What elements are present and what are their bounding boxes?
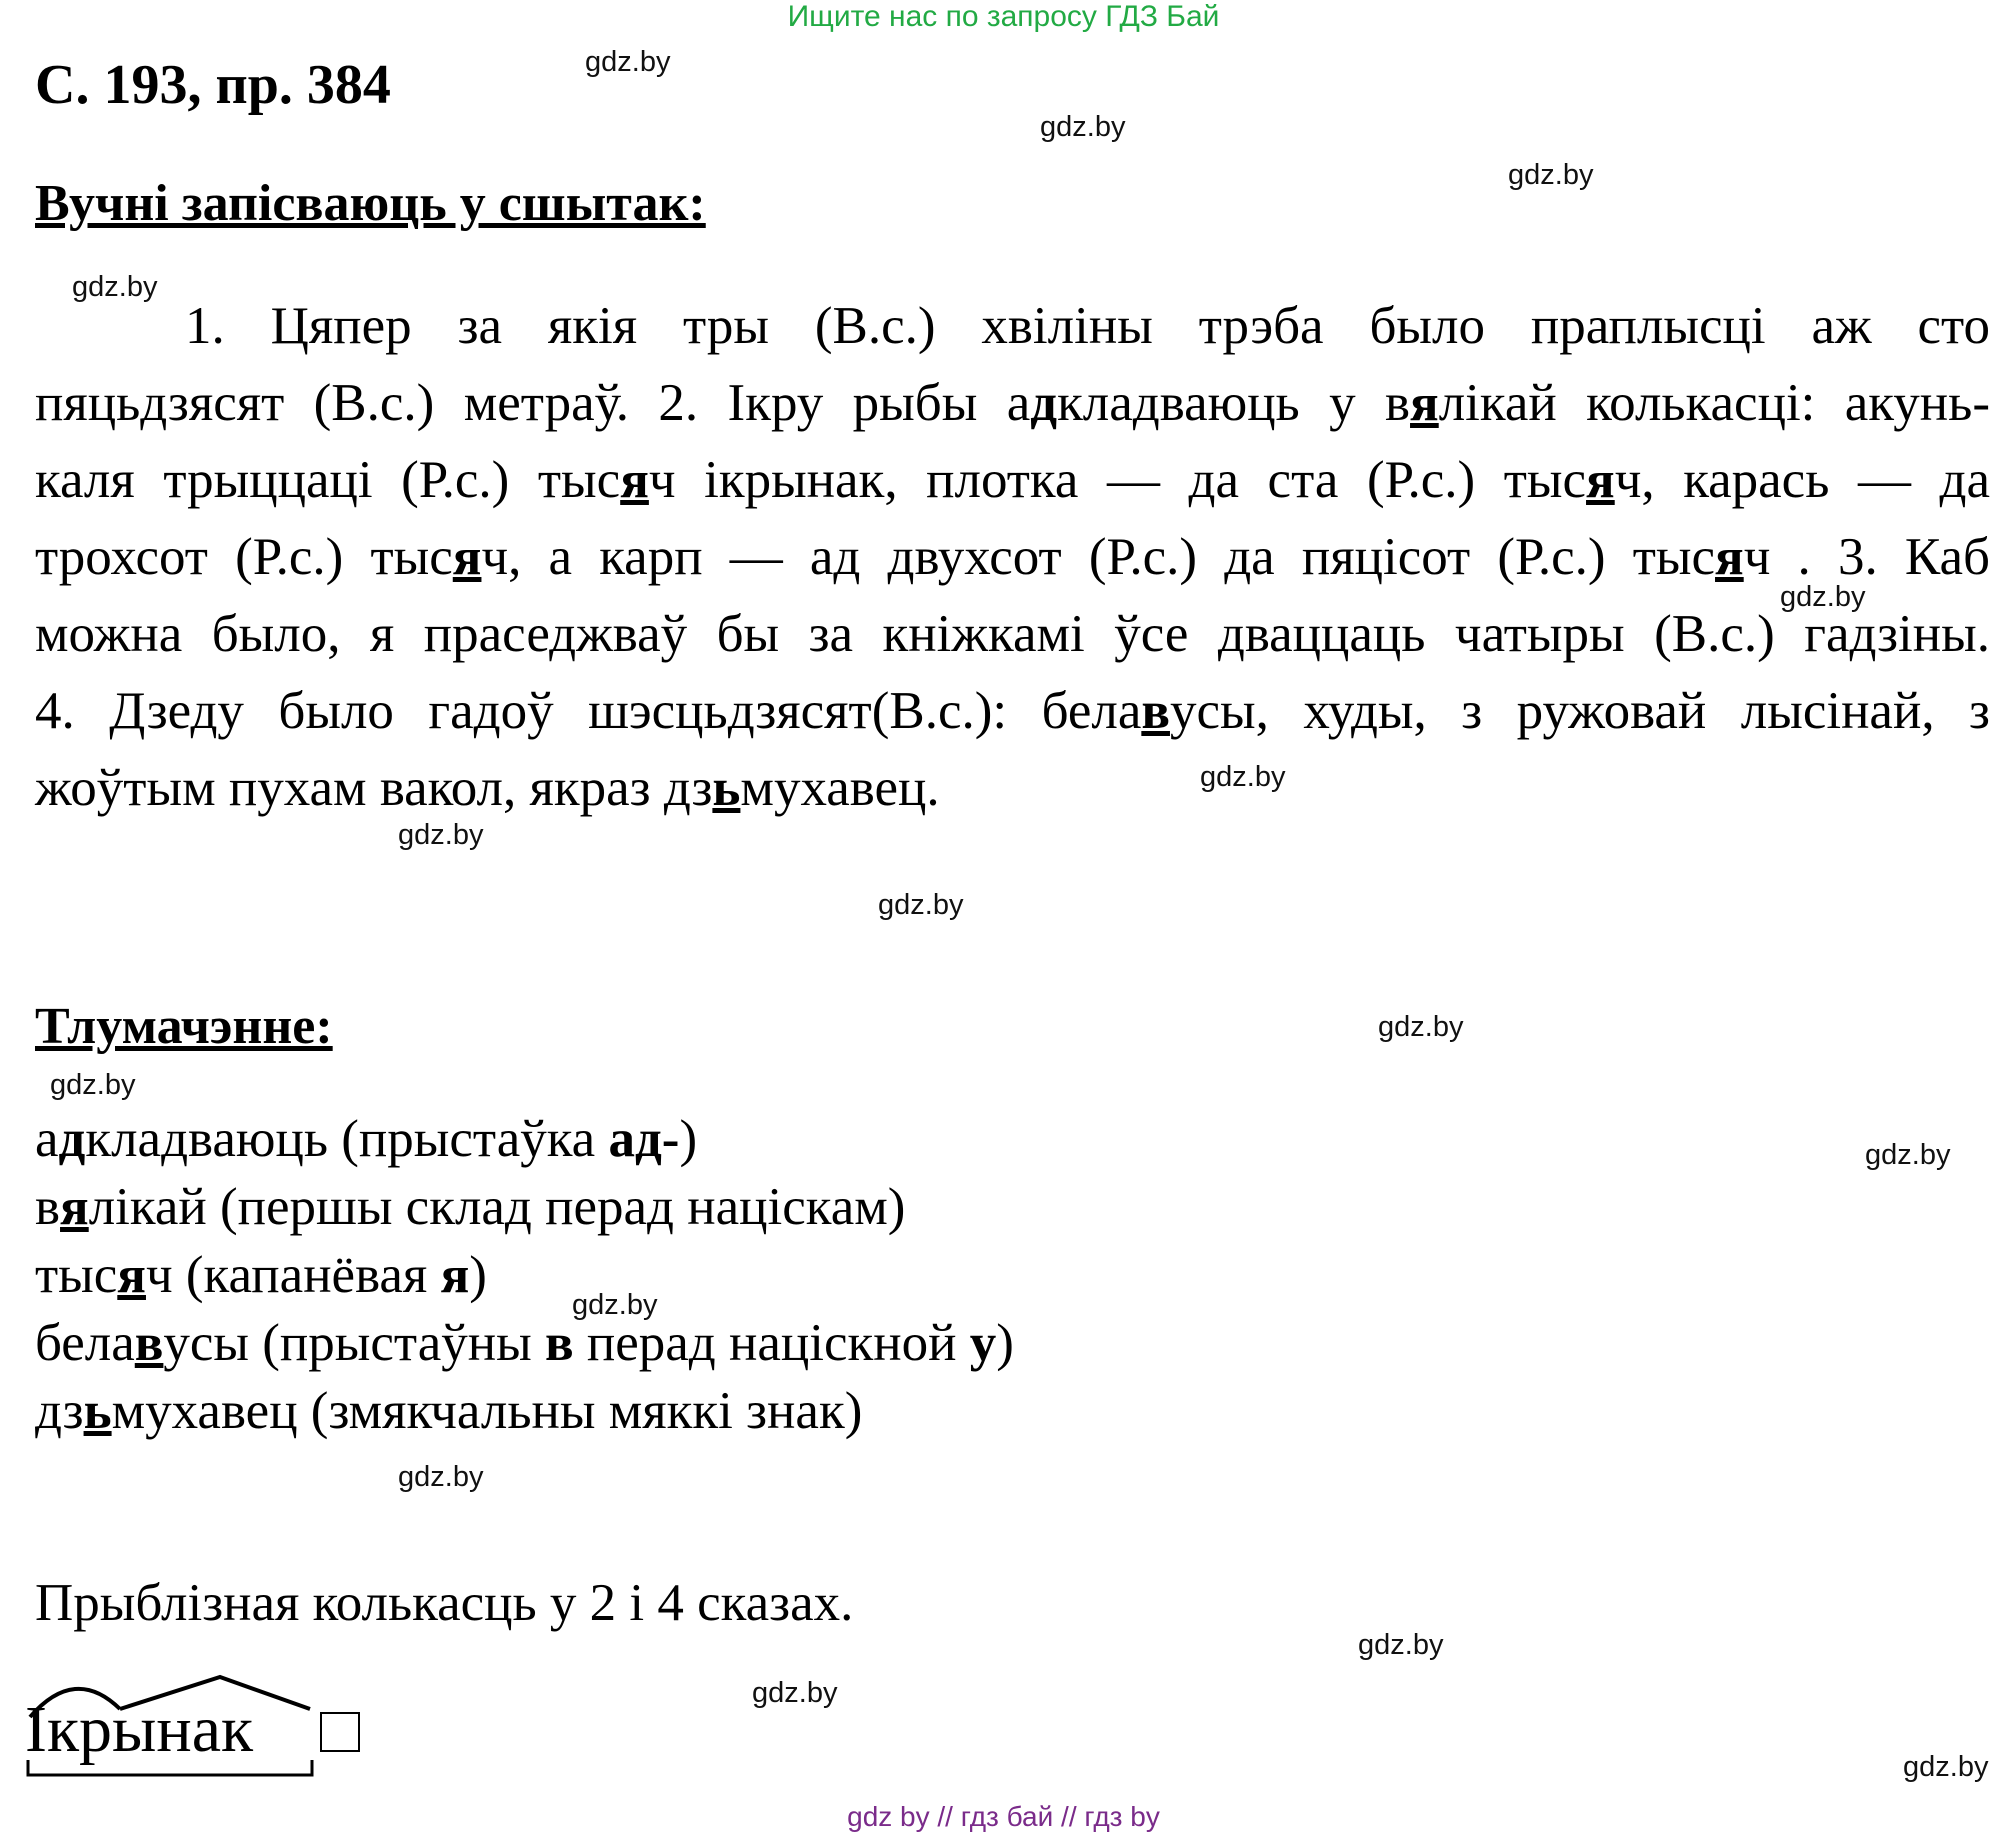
watermark: gdz.by [878,889,964,921]
explanation-item: тысяч (капанёвая я) [35,1246,487,1304]
watermark: gdz.by [1378,1011,1464,1043]
paragraph-line: 1. Цяпер за якія тры (В.с.) хвіліны трэба было праплысці аж сто [185,297,1990,355]
explanation-item: вялікай (першы склад перад націскам) [35,1178,906,1236]
watermark: gdz.by [1780,581,1866,613]
paragraph-line: 4. Дзеду было гадоў шэсцьдзясят(В.с.): белавусы, худы, з ружовай лысінай, з [35,682,1990,740]
explanation-item: адкладваюць (прыстаўка ад-) [35,1110,698,1168]
explanation-item: дзьмухавец (змякчальны мяккі знак) [35,1382,863,1440]
section-heading-notebook: Вучні запісваюць у сшытак: [35,175,706,232]
page-title: С. 193, пр. 384 [35,54,391,116]
watermark: gdz.by [50,1069,136,1101]
watermark: gdz.by [572,1289,658,1321]
section-heading-explanation: Тлумачэнне: [35,998,333,1055]
zero-ending-box [320,1712,360,1752]
watermark: gdz.by [1903,1751,1989,1783]
top-banner: Ищите нас по запросу ГДЗ Бай [787,0,1220,33]
watermark: gdz.by [752,1677,838,1709]
watermark: gdz.by [1865,1139,1951,1171]
watermark: gdz.by [1200,761,1286,793]
approximate-quantity-note: Прыблізная колькасць у 2 і 4 сказах. [35,1574,854,1632]
explanation-list [35,1105,1014,1445]
paragraph-line: каля трыццаці (Р.с.) тысяч ікрынак, плотка — да ста (Р.с.) тысяч, карась — да [35,451,1990,509]
paragraph-line: жоўтым пухам вакол, якраз дзьмухавец. [35,759,940,817]
watermark: gdz.by [1040,111,1126,143]
paragraph-line: пяцьдзясят (В.с.) метраў. 2. Ікру рыбы адкладваюць у вялікай колькасці: акунь- [35,374,1990,432]
morphemic-word: Ікрынак [25,1693,254,1766]
exercise-paragraph [35,288,1990,827]
paragraph-line: трохсот (Р.с.) тысяч, а карп — ад двухсот (Р.с.) да пяцісот (Р.с.) тысяч . 3. Каб [35,528,1991,586]
watermark: gdz.by [72,271,158,303]
paragraph-line: можна было, я праседжваў бы за кніжкамі ўсе дваццаць чатыры (В.с.) гадзіны. [35,605,1990,663]
footer-links: gdz by // гдз бай // гдз by [847,1801,1160,1832]
watermark: gdz.by [1358,1629,1444,1661]
watermark: gdz.by [585,46,671,78]
watermark: gdz.by [1508,159,1594,191]
explanation-item: белавусы (прыстаўны в перад націскной у) [35,1314,1014,1372]
watermark: gdz.by [398,1461,484,1493]
watermark: gdz.by [398,819,484,851]
